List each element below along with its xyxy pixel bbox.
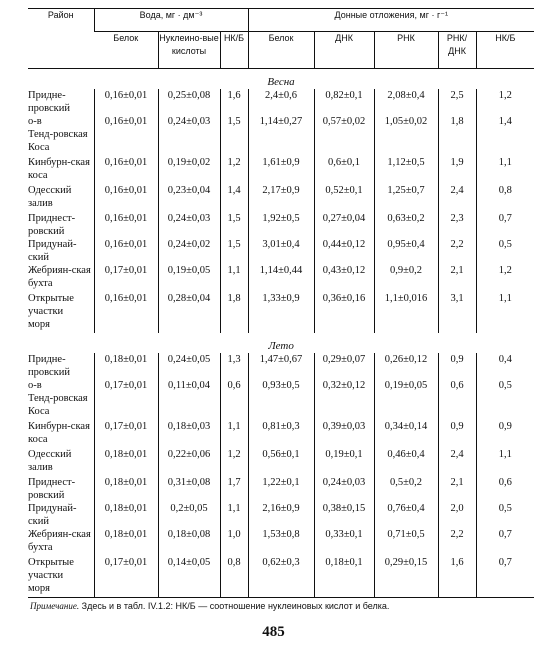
value-cell: 2,17±0,9 [248, 184, 314, 212]
value-cell: 0,95±0,4 [374, 238, 438, 264]
value-cell: 1,1 [220, 420, 248, 448]
value-cell: 1,6 [438, 556, 476, 597]
value-cell: 0,8 [220, 556, 248, 597]
value-cell: 0,18±0,01 [94, 448, 158, 476]
region-cell: Придунай-ский [28, 239, 77, 263]
footnote-label: Примечание. [30, 601, 80, 611]
value-cell: 0,24±0,03 [314, 476, 374, 502]
header-sed-rna: РНК [374, 32, 438, 69]
value-cell: 0,6 [476, 476, 534, 502]
header-sed-dna: ДНК [314, 32, 374, 69]
region-cell: Жебриян-ская бухта [28, 529, 91, 553]
value-cell: 0,6 [220, 379, 248, 420]
value-cell: 0,32±0,12 [314, 379, 374, 420]
value-cell: 0,16±0,01 [94, 115, 158, 156]
value-cell: 2,4 [438, 184, 476, 212]
value-cell: 1,1 [476, 448, 534, 476]
value-cell: 0,24±0,03 [158, 212, 220, 238]
value-cell: 0,16±0,01 [94, 184, 158, 212]
value-cell: 1,8 [220, 292, 248, 333]
region-cell: Открытые участки моря [28, 556, 94, 597]
value-cell: 3,01±0,4 [248, 238, 314, 264]
value-cell: 0,16±0,01 [94, 292, 158, 333]
value-cell: 1,25±0,7 [374, 184, 438, 212]
value-cell: 1,47±0,67 [248, 353, 314, 379]
season-label: Весна [267, 76, 295, 88]
value-cell: 1,1±0,016 [374, 292, 438, 333]
header-sed-protein: Белок [248, 32, 314, 69]
table-header [28, 9, 534, 69]
table-row [28, 212, 534, 238]
value-cell: 0,9 [438, 420, 476, 448]
value-cell: 0,5 [476, 379, 534, 420]
table-row [28, 264, 534, 292]
value-cell: 0,33±0,1 [314, 528, 374, 556]
value-cell: 1,2 [476, 89, 534, 115]
value-cell: 0,5±0,2 [374, 476, 438, 502]
value-cell: 0,24±0,02 [158, 238, 220, 264]
value-cell: 1,9 [438, 156, 476, 184]
value-cell: 0,7 [476, 556, 534, 597]
table-row [28, 115, 534, 156]
value-cell: 2,1 [438, 264, 476, 292]
value-cell: 1,14±0,27 [248, 115, 314, 156]
value-cell: 1,0 [220, 528, 248, 556]
footnote-text: Здесь и в табл. IV.1.2: НК/Б — соотношение нуклеиновых кислот и белка. [81, 601, 390, 611]
value-cell: 0,17±0,01 [94, 379, 158, 420]
value-cell: 0,29±0,15 [374, 556, 438, 597]
value-cell: 1,7 [220, 476, 248, 502]
value-cell: 0,4 [476, 353, 534, 379]
value-cell: 0,14±0,05 [158, 556, 220, 597]
data-table [28, 8, 534, 598]
season-row [28, 69, 534, 90]
value-cell: 2,0 [438, 502, 476, 528]
table-row [28, 292, 534, 333]
table-row [28, 238, 534, 264]
value-cell: 0,17±0,01 [94, 420, 158, 448]
value-cell: 1,3 [220, 353, 248, 379]
value-cell: 0,31±0,08 [158, 476, 220, 502]
value-cell: 1,12±0,5 [374, 156, 438, 184]
table-row [28, 476, 534, 502]
value-cell: 1,5 [220, 238, 248, 264]
value-cell: 0,25±0,08 [158, 89, 220, 115]
value-cell: 1,2 [476, 264, 534, 292]
value-cell: 0,82±0,1 [314, 89, 374, 115]
value-cell: 0,9 [438, 353, 476, 379]
header-sed-ratio: НК/Б [476, 32, 534, 69]
value-cell: 0,8 [476, 184, 534, 212]
value-cell: 0,17±0,01 [94, 264, 158, 292]
value-cell: 1,1 [220, 502, 248, 528]
value-cell: 0,28±0,04 [158, 292, 220, 333]
value-cell: 0,18±0,08 [158, 528, 220, 556]
value-cell: 0,9±0,2 [374, 264, 438, 292]
value-cell: 0,36±0,16 [314, 292, 374, 333]
header-region: Район [28, 9, 94, 69]
value-cell: 2,4±0,6 [248, 89, 314, 115]
value-cell: 0,18±0,01 [94, 353, 158, 379]
value-cell: 0,63±0,2 [374, 212, 438, 238]
value-cell: 0,16±0,01 [94, 156, 158, 184]
value-cell: 0,24±0,05 [158, 353, 220, 379]
value-cell: 0,5 [476, 238, 534, 264]
value-cell: 0,44±0,12 [314, 238, 374, 264]
region-cell: Придунай-ский [28, 503, 77, 527]
value-cell: 0,27±0,04 [314, 212, 374, 238]
season-row [28, 333, 534, 353]
value-cell: 1,22±0,1 [248, 476, 314, 502]
value-cell: 0,16±0,01 [94, 212, 158, 238]
header-water-group: Вода, мг · дм⁻³ [94, 9, 248, 32]
value-cell: 2,08±0,4 [374, 89, 438, 115]
value-cell: 1,61±0,9 [248, 156, 314, 184]
value-cell: 3,1 [438, 292, 476, 333]
value-cell: 0,62±0,3 [248, 556, 314, 597]
value-cell: 0,23±0,04 [158, 184, 220, 212]
value-cell: 0,19±0,1 [314, 448, 374, 476]
table-row [28, 420, 534, 448]
value-cell: 0,57±0,02 [314, 115, 374, 156]
value-cell: 2,16±0,9 [248, 502, 314, 528]
season-label: Лето [268, 340, 294, 352]
value-cell: 0,18±0,03 [158, 420, 220, 448]
value-cell: 1,1 [476, 156, 534, 184]
value-cell: 1,8 [438, 115, 476, 156]
value-cell: 0,9 [476, 420, 534, 448]
value-cell: 0,22±0,06 [158, 448, 220, 476]
value-cell: 1,05±0,02 [374, 115, 438, 156]
value-cell: 0,81±0,3 [248, 420, 314, 448]
page-number: 485 [262, 624, 285, 640]
value-cell: 2,5 [438, 89, 476, 115]
region-cell: о-в Тенд-ровская Коса [28, 380, 88, 417]
region-cell: Приднест-ровский [28, 477, 76, 501]
value-cell: 0,16±0,01 [94, 238, 158, 264]
value-cell: 1,5 [220, 115, 248, 156]
region-cell: Одесский залив [28, 185, 72, 209]
region-cell: Одесский залив [28, 449, 72, 473]
value-cell: 1,92±0,5 [248, 212, 314, 238]
value-cell: 0,24±0,03 [158, 115, 220, 156]
header-water-nucleic: Нуклеино-вые кислоты [158, 32, 220, 69]
value-cell: 1,1 [220, 264, 248, 292]
value-cell: 0,71±0,5 [374, 528, 438, 556]
value-cell: 0,43±0,12 [314, 264, 374, 292]
value-cell: 0,5 [476, 502, 534, 528]
value-cell: 0,34±0,14 [374, 420, 438, 448]
value-cell: 0,18±0,01 [94, 476, 158, 502]
value-cell: 2,1 [438, 476, 476, 502]
region-cell: Придне-провский [28, 354, 71, 378]
value-cell: 0,17±0,01 [94, 556, 158, 597]
table-footnote [30, 601, 389, 611]
value-cell: 0,56±0,1 [248, 448, 314, 476]
value-cell: 1,14±0,44 [248, 264, 314, 292]
value-cell: 1,33±0,9 [248, 292, 314, 333]
region-cell: Жебриян-ская бухта [28, 265, 91, 289]
table-row [28, 89, 534, 115]
value-cell: 2,3 [438, 212, 476, 238]
value-cell: 0,19±0,05 [374, 379, 438, 420]
header-water-protein: Белок [94, 32, 158, 69]
value-cell: 2,2 [438, 238, 476, 264]
region-cell: Кинбурн-ская коса [28, 157, 90, 181]
header-sediment-group: Донные отложения, мг · г⁻¹ [248, 9, 534, 32]
value-cell: 2,4 [438, 448, 476, 476]
value-cell: 0,26±0,12 [374, 353, 438, 379]
value-cell: 2,2 [438, 528, 476, 556]
value-cell: 0,18±0,01 [94, 528, 158, 556]
value-cell: 0,7 [476, 212, 534, 238]
region-cell: Приднест-ровский [28, 213, 76, 237]
value-cell: 0,19±0,05 [158, 264, 220, 292]
region-cell: о-в Тенд-ровская Коса [28, 116, 88, 153]
value-cell: 0,6 [438, 379, 476, 420]
header-sed-rna-dna: РНК/ДНК [438, 32, 476, 69]
value-cell: 0,46±0,4 [374, 448, 438, 476]
value-cell: 1,53±0,8 [248, 528, 314, 556]
value-cell: 1,5 [220, 212, 248, 238]
value-cell: 0,7 [476, 528, 534, 556]
value-cell: 0,39±0,03 [314, 420, 374, 448]
region-cell: Кинбурн-ская коса [28, 421, 90, 445]
value-cell: 1,4 [220, 184, 248, 212]
table-body [28, 69, 534, 598]
table-row [28, 379, 534, 420]
value-cell: 0,93±0,5 [248, 379, 314, 420]
value-cell: 0,18±0,01 [94, 502, 158, 528]
table-row [28, 528, 534, 556]
value-cell: 0,11±0,04 [158, 379, 220, 420]
value-cell: 1,6 [220, 89, 248, 115]
value-cell: 0,29±0,07 [314, 353, 374, 379]
table-row [28, 184, 534, 212]
value-cell: 1,2 [220, 156, 248, 184]
value-cell: 0,6±0,1 [314, 156, 374, 184]
value-cell: 1,2 [220, 448, 248, 476]
value-cell: 0,19±0,02 [158, 156, 220, 184]
value-cell: 0,76±0,4 [374, 502, 438, 528]
value-cell: 0,38±0,15 [314, 502, 374, 528]
region-cell: Открытые участки моря [28, 293, 74, 330]
table-row [28, 156, 534, 184]
value-cell: 0,52±0,1 [314, 184, 374, 212]
header-water-ratio: НК/Б [220, 32, 248, 69]
value-cell: 0,18±0,1 [314, 556, 374, 597]
value-cell: 1,1 [476, 292, 534, 333]
value-cell: 0,16±0,01 [94, 89, 158, 115]
table-row [28, 448, 534, 476]
value-cell: 1,4 [476, 115, 534, 156]
region-cell: Придне-провский [28, 90, 71, 114]
table-row [28, 502, 534, 528]
value-cell: 0,2±0,05 [158, 502, 220, 528]
table-row [28, 556, 534, 597]
table-row [28, 353, 534, 379]
